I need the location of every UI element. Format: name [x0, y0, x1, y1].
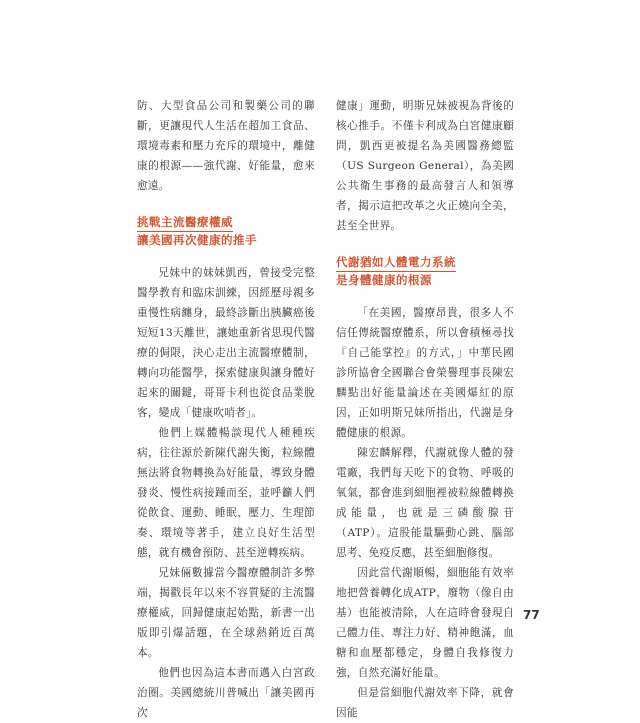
right-section-heading [336, 254, 514, 289]
right-paragraph-5: 但是當細胞代謝效率下降，就會因能 [336, 687, 514, 719]
right-paragraph-1: 健康」運動，明斯兄妹被視為背後的核心推手。不僅卡利成為白宮健康顧問，凱西更被提名為美國醫務總監（US Surgeon General），為美國公共衛生事務的最高發言人和領導者，揭示這把改革之火正燒向全美，甚至全世界。 [336, 100, 514, 232]
left-section-heading [137, 214, 315, 249]
left-paragraph-5: 他們也因為這本書而邁入白宮政治圈。美國總統川普喊出「讓美國再次 [137, 667, 315, 719]
right-paragraph-3: 陳宏麟解釋，代謝就像人體的發電廠，我們每天吃下的食物、呼吸的氧氣，都會進到細胞裡被粒線體轉換成能量，也就是三磷酸腺苷（ATP）。這股能量驅動心跳、腦部思考、免疫反應，甚至細胞修復。 [336, 447, 514, 559]
left-heading-line-1: 挑戰主流醫療權威 [137, 214, 233, 232]
left-paragraph-2: 兄妹中的妹妹凱西，曾接受完整醫學教育和臨床訓練，因經歷母親多重慢性病纏身，最終診斷出胰臟癌後短短13天離世，讓她重新省思現代醫療的侷限，決心走出主流醫療體制，轉向功能醫學，探索健康與讓身體好起來的關鍵，哥哥卡利也從食品業脫客，變成「健康吹哨者」。 [137, 267, 315, 419]
right-paragraph-2: 「在美國，醫療昂貴，很多人不信任傳統醫療體系，所以會積極尋找『自己能掌控』的方式，」中華民國診所協會全國聯合會榮譽理事長陳宏麟點出好能量論述在美國爆紅的原因，正如明斯兄妹所指出，代謝是身體健康的根源。 [336, 307, 514, 439]
left-paragraph-1: 防、大型食品公司和製藥公司的聯斷，更讓現代人生活在超加工食品、環境毒素和壓力充斥的環境中，離健康的根源——強代謝、好能量，愈來愈遠。 [137, 100, 315, 192]
right-column [336, 96, 514, 723]
left-heading-line-2: 讓美國再次健康的推手 [137, 233, 257, 247]
left-column [137, 96, 315, 723]
right-heading-line-1: 代謝猶如人體電力系統 [336, 254, 456, 272]
left-paragraph-4: 兄妹倆數據當今醫療體制許多弊端，揭戳長年以來不容質疑的主流醫療權威，回歸健康起始點，新書一出版即引爆話題，在全球熱銷近百萬本。 [137, 567, 315, 659]
right-heading-line-2: 是身體健康的根源 [336, 273, 432, 287]
page-number: 77 [523, 608, 540, 622]
left-paragraph-3: 他們上媒體暢談現代人種種疾病，往往源於新陳代謝失衡，粒線體無法將食物轉換為好能量，導致身體發炎、慢性病接踵而至，並呼籲人們從飲食、運動、睡眠、壓力、生理節奏、環境等著手，建立良好生活型態，就有機會預防、甚至逆轉疾病。 [137, 427, 315, 559]
right-paragraph-4: 因此當代謝順暢，細胞能有效率地把營養轉化成ATP，廢物（像自由基）也能被清除，人在這時會發現自己體力佳、專注力好、精神飽滿，血糖和血壓都穩定，身體自我修復力強，自然充滿好能量。 [336, 567, 514, 679]
